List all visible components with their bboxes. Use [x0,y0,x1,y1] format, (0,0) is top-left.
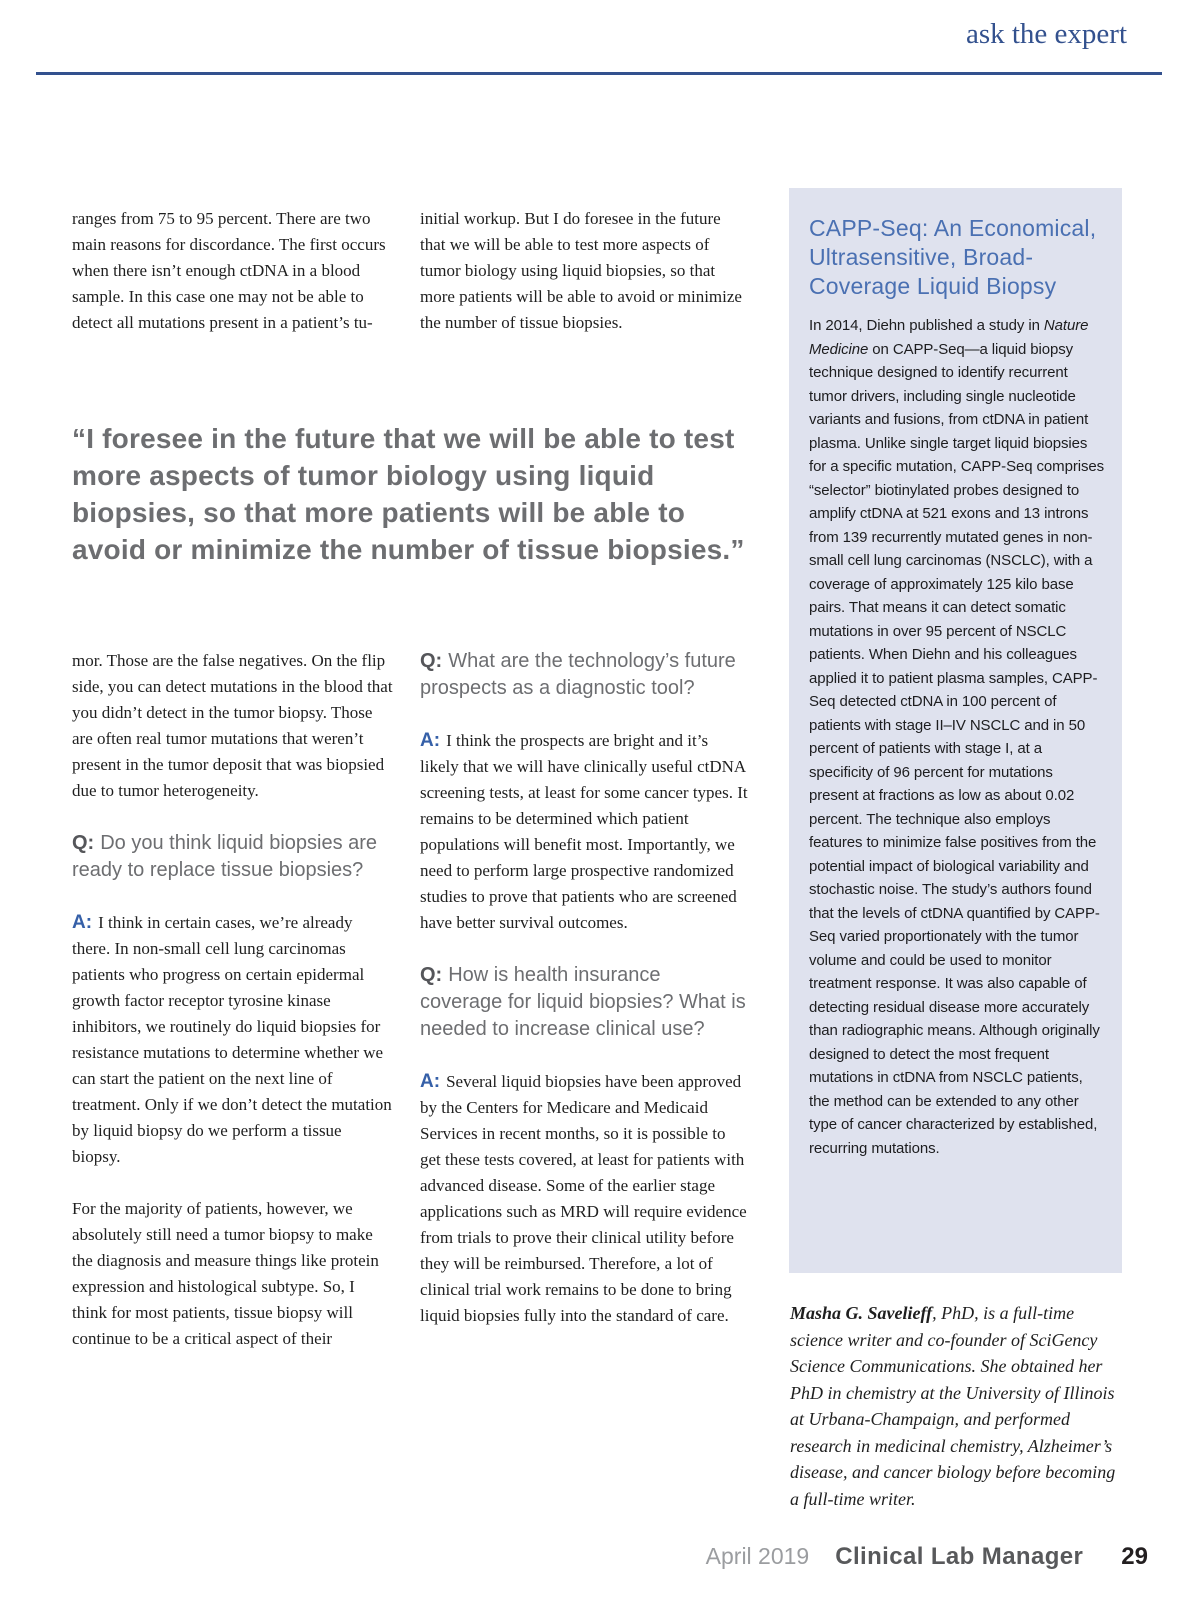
sidebar-box [789,188,1122,1273]
header-divider [36,72,1162,75]
answer-label: A: [72,912,93,933]
answer-label: A: [420,1071,441,1092]
answer-text: Several liquid biopsies have been approved by the Centers for Medicare and Medicaid Services in recent months, so it is possible to get these tests covered, at least for patients with advanced disease. Some of the earlier stage applications such as MRD will require evidence from trials to prove their clinical utility before they will be reimbursed. Therefore, a lot of clinical trial work remains to be done to bring liquid biopsies fully into the standard of care. [420,1072,747,1325]
footer-page-number: 29 [1121,1543,1148,1570]
article-column2-bottom [420,648,748,1329]
answer-text: I think in certain cases, we’re already there. In non-small cell lung carcinomas patients who progress on certain epidermal growth factor receptor tyrosine kinase inhibitors, we routinely do liquid biopsies for resistance mutations to determine whether we can start the patient on the next line of treatment. Only if we don’t detect the mutation by liquid biopsy do we perform a tissue biopsy. [72,913,392,1166]
sidebar-body [809,314,1105,1160]
section-header: ask the expert [965,18,1127,50]
question-label: Q: [420,964,443,986]
answer-text: I think the prospects are bright and it’s likely that we will have clinically useful ctDNA screening tests, at least for some cancer types. It remains to be determined which patient populations will benefit most. Importantly, we need to perform large prospective randomized studies to prove that patients who are screened have better survival outcomes. [420,731,748,932]
question-text: Do you think liquid biopsies are ready to replace tissue biopsies? [72,832,378,881]
answer-block [420,1069,748,1329]
article-column1-top-paragraph: ranges from 75 to 95 percent. There are two main reasons for discordance. The first occurs when there isn’t enough ctDNA in a blood sample. In this case one may not be able to detect all mutations present in a patient’s tu- [72,209,386,332]
question-block [72,830,394,884]
question-label: Q: [420,650,443,672]
footer-issue-date: April 2019 [705,1543,810,1569]
sidebar-title: CAPP-Seq: An Economical, Ultrasensitive, Broad-Coverage Liquid Biopsy [809,215,1097,299]
question-text: What are the technology’s future prospects as a diagnostic tool? [420,650,736,699]
answer-block [420,728,748,936]
question-label: Q: [72,832,95,854]
footer-magazine-name: Clinical Lab Manager [835,1543,1084,1570]
question-block [420,648,748,702]
question-block [420,962,748,1043]
author-bio [790,1300,1128,1512]
sidebar-body-intro: In 2014, Diehn published a study in [809,317,1044,334]
sidebar-body-rest: on CAPP-Seq—a liquid biopsy technique designed to identify recurrent tumor drivers, including single nucleotide variants and fusions, from ctDNA in patient plasma. Unlike single target liquid biopsies for a specific mutation, CAPP-Seq comprises “selector” biotinylated probes designed to amplify ctDNA at 521 exons and 13 introns from 139 recurrently mutated genes in non-small cell lung carcinomas (NSCLC), with a coverage of approximately 125 kilo base pairs. That means it can detect somatic mutations in over 95 percent of NSCLC patients. When Diehn and his colleagues applied it to patient plasma samples, CAPP-Seq detected ctDNA in 100 percent of patients with stage II–IV NSCLC and in 50 percent of patients with stage I, at a specificity of 96 percent for mutations present at fractions as low as about 0.02 percent. The technique also employs features to minimize false positives from the potential impact of biological variability and stochastic noise. The study’s authors found that the levels of ctDNA quantified by CAPP-Seq varied proportionately with the tumor volume and could be used to monitor treatment response. It was also capable of detecting residual disease more accurately than radiographic means. Although originally designed to detect the most frequent mutations in ctDNA from NSCLC patients, the method can be extended to any other type of cancer characterized by established, recurring mutations. [809,340,1104,1157]
author-name: Masha G. Savelieff [790,1303,933,1323]
article-paragraph: For the majority of patients, however, we absolutely still need a tumor biopsy to make the diagnosis and measure things like protein expression and histological subtype. So, I think for most patients, tissue biopsy will continue to be a critical aspect of their [72,1199,379,1348]
page-footer [706,1543,1148,1571]
article-column2-top-paragraph: initial workup. But I do foresee in the future that we will be able to test more aspects of tumor biology using liquid biopsies, so that more patients will be able to avoid or minimize the number of tissue biopsies. [420,209,742,332]
pull-quote: “I foresee in the future that we will be able to test more aspects of tumor biology using liquid biopsies, so that more patients will be able to avoid or minimize the number of tissue biopsies.” [72,423,745,565]
article-column1-bottom [72,648,394,1352]
sidebar-journal-name: Nature Medicine [809,317,1089,358]
author-bio-text: , PhD, is a full-time science writer and co-founder of SciGency Science Communications. She obtained her PhD in chemistry at the University of Illinois at Urbana-Champaign, and performed research in medicinal chemistry, Alzheimer’s disease, and cancer biology before becoming a full-time writer. [790,1303,1116,1509]
question-text: How is health insurance coverage for liquid biopsies? What is needed to increase clinical use? [420,964,746,1040]
answer-block [72,910,394,1170]
article-paragraph: mor. Those are the false negatives. On the flip side, you can detect mutations in the blood that you didn’t detect in the tumor biopsy. Those are often real tumor mutations that weren’t present in the tumor deposit that was biopsied due to tumor heterogeneity. [72,651,393,800]
answer-label: A: [420,730,441,751]
